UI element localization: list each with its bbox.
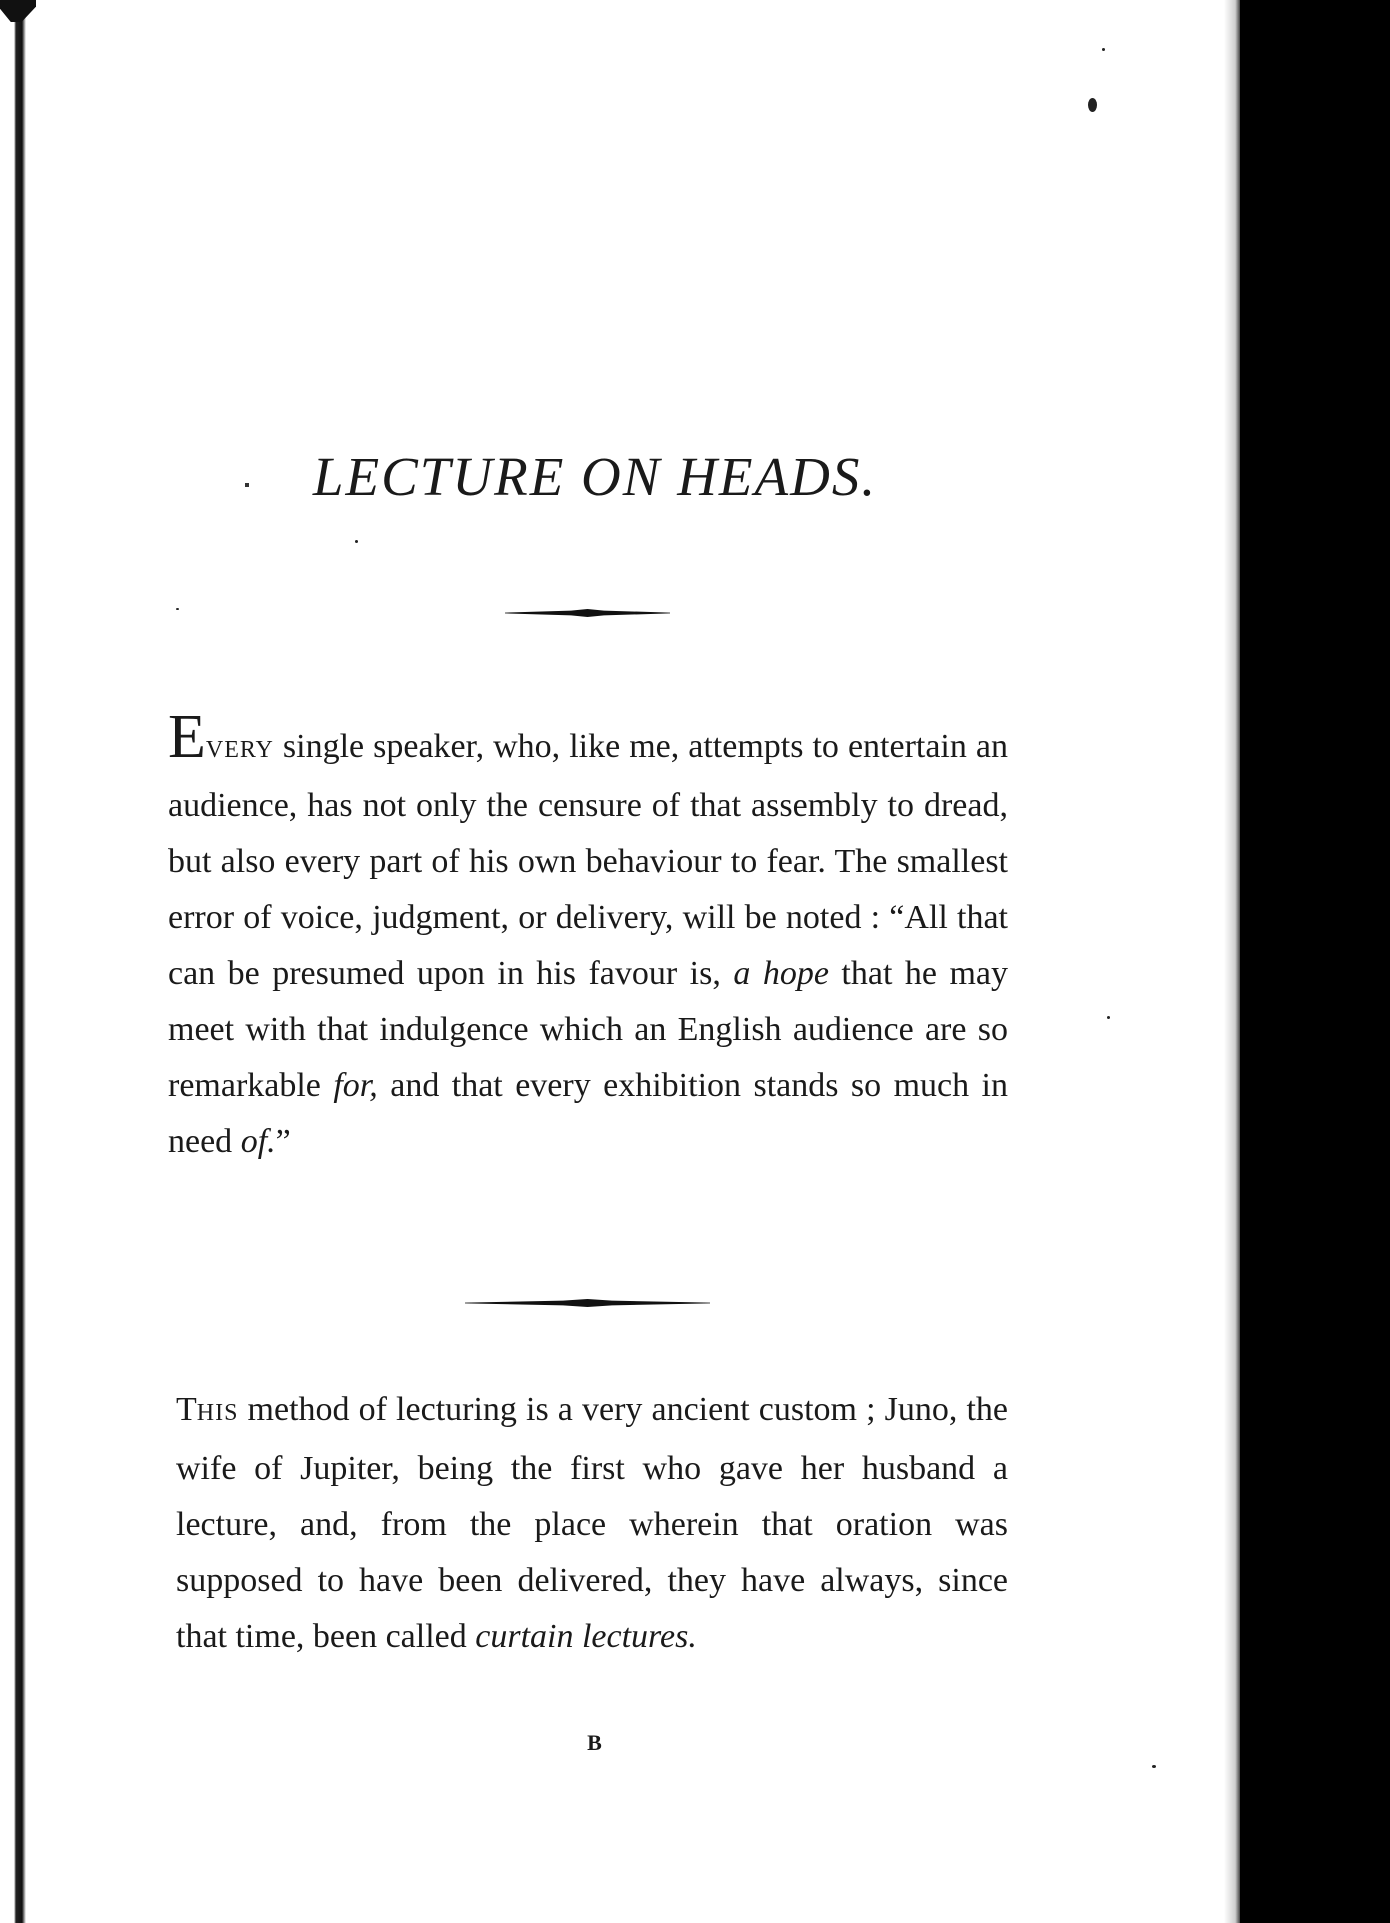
ornamental-rule xyxy=(505,609,670,617)
paragraph-1-text-b: that he may meet with that indulgence which an English audience are so remarkable xyxy=(168,955,1008,1104)
italic-word: of. xyxy=(240,1123,276,1160)
italic-word: for, xyxy=(333,1067,378,1104)
ink-speck xyxy=(355,540,358,543)
paragraph-1-text-c: and that every exhibition stands so much in need xyxy=(168,1067,1009,1160)
paragraph-1-text-a: single speaker, who, like me, attempts to entertain an audience, has not only the censure of that assembly to dread, but also every part of his own behaviour to fear. The smallest error of voice, judgment, or delivery, will be noted : “All that can be presumed upon in his favour is, xyxy=(168,728,1008,992)
small-caps-word: VERY xyxy=(205,737,274,763)
paragraph-2-text-a: method of lecturing is a very ancient custom ; Juno, the wife of Jupiter, being the first who gave her husband a lecture, and, from the place wherein that oration was supposed to have been delivered, they have always, since that time, been called xyxy=(176,1391,1008,1655)
italic-phrase: a hope xyxy=(733,955,829,992)
ink-speck xyxy=(176,608,179,610)
small-caps-initial: T xyxy=(176,1391,197,1428)
page-title xyxy=(0,445,1190,508)
scan-right-edge xyxy=(1240,0,1390,1923)
paragraph-2 xyxy=(176,1382,1008,1665)
drop-cap: E xyxy=(168,703,206,771)
ink-speck xyxy=(1102,48,1105,51)
ink-speck xyxy=(1107,1016,1110,1019)
ink-speck xyxy=(1088,98,1097,112)
paragraph-1-text-d: ” xyxy=(275,1123,291,1160)
small-caps-word: HIS xyxy=(196,1400,239,1426)
ornamental-rule xyxy=(465,1299,710,1307)
italic-phrase: curtain lectures. xyxy=(475,1618,697,1655)
scan-right-shadow xyxy=(1224,0,1240,1923)
scan-left-edge xyxy=(0,0,30,1923)
title-ink-dot xyxy=(245,483,249,487)
paragraph-1 xyxy=(168,703,1009,1170)
ink-speck xyxy=(1152,1765,1156,1768)
signature-mark: B xyxy=(587,1730,603,1755)
page-title-text: LECTURE ON HEADS. xyxy=(312,446,878,507)
